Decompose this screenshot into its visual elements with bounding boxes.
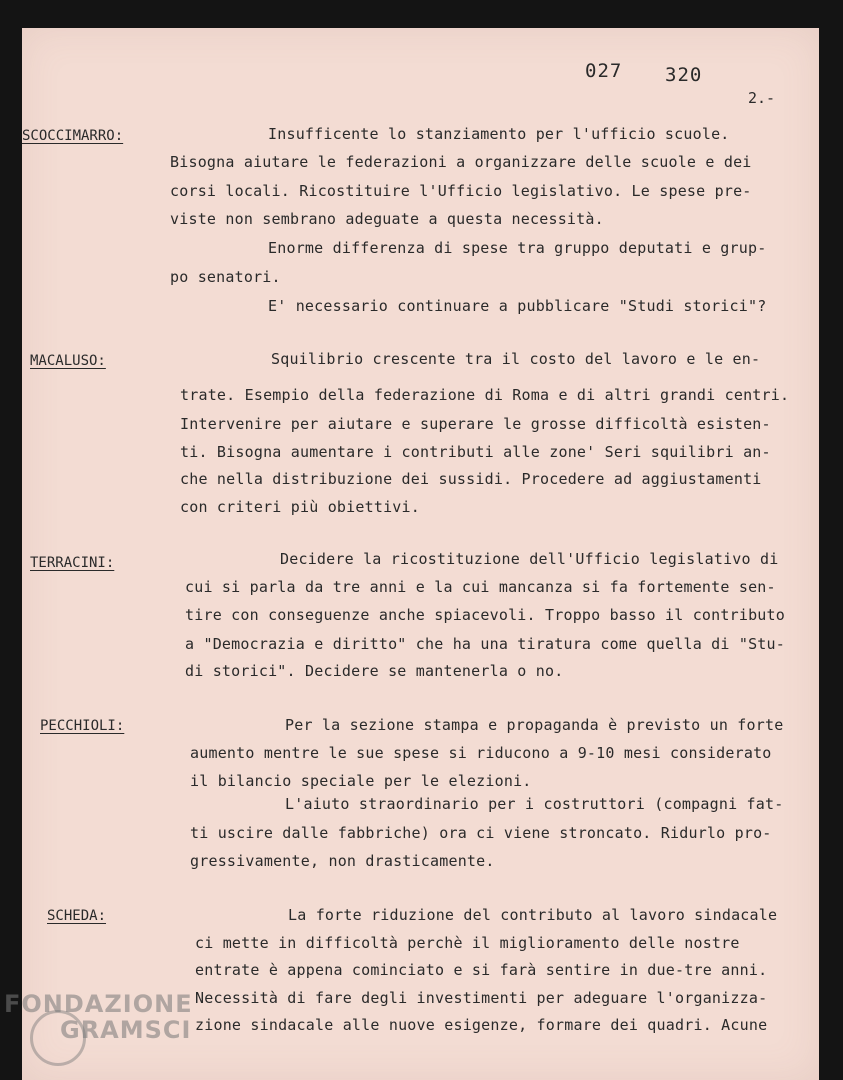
text-line: Decidere la ricostituzione dell'Ufficio legislativo di <box>280 550 779 568</box>
speaker-scoccimarro: SCOCCIMARRO: <box>22 128 124 144</box>
text-line: po senatori. <box>170 268 281 286</box>
text-line: entrate è appena cominciato e si farà sentire in due-tre anni. <box>195 961 768 979</box>
protocol-number-b: 320 <box>665 64 703 86</box>
text-line: aumento mentre le sue spese si riducono a 9-10 mesi considerato <box>190 744 772 762</box>
text-line: Enorme differenza di spese tra gruppo deputati e grup- <box>268 239 767 257</box>
text-line: ti uscire dalle fabbriche) ora ci viene stroncato. Ridurlo pro- <box>190 824 772 842</box>
text-line: Bisogna aiutare le federazioni a organizzare delle scuole e dei <box>170 153 752 171</box>
watermark-line2: GRAMSCI <box>60 1016 192 1044</box>
text-line: Insufficente lo stanziamento per l'ufficio scuole. <box>268 125 730 143</box>
text-line: L'aiuto straordinario per i costruttori (compagni fat- <box>285 795 784 813</box>
text-line: zione sindacale alle nuove esigenze, formare dei quadri. Acune <box>195 1016 768 1034</box>
text-line: Intervenire per aiutare e superare le grosse difficoltà esisten- <box>180 415 771 433</box>
speaker-terracini: TERRACINI: <box>30 555 115 571</box>
text-line: con criteri più obiettivi. <box>180 498 420 516</box>
text-line: che nella distribuzione dei sussidi. Procedere ad aggiustamenti <box>180 470 762 488</box>
speaker-scheda: SCHEDA: <box>47 908 107 924</box>
text-line: gressivamente, non drasticamente. <box>190 852 495 870</box>
watermark-line1: FONDAZIONE <box>4 990 193 1018</box>
text-line: a "Democrazia e diritto" che ha una tiratura come quella di "Stu- <box>185 635 785 653</box>
text-line: E' necessario continuare a pubblicare "Studi storici"? <box>268 297 767 315</box>
text-line: cui si parla da tre anni e la cui mancanza si fa fortemente sen- <box>185 578 776 596</box>
text-line: di storici". Decidere se mantenerla o no. <box>185 662 564 680</box>
text-line: Squilibrio crescente tra il costo del lavoro e le en- <box>271 350 761 368</box>
text-line: corsi locali. Ricostituire l'Ufficio legislativo. Le spese pre- <box>170 182 752 200</box>
text-line: ti. Bisogna aumentare i contributi alle zone' Seri squilibri an- <box>180 443 771 461</box>
text-line: il bilancio speciale per le elezioni. <box>190 772 532 790</box>
page-number: 2.- <box>748 89 776 107</box>
text-line: Necessità di fare degli investimenti per adeguare l'organizza- <box>195 989 768 1007</box>
text-line: tire con conseguenze anche spiacevoli. Troppo basso il contributo <box>185 606 785 624</box>
speaker-macaluso: MACALUSO: <box>30 353 106 369</box>
text-line: Per la sezione stampa e propaganda è previsto un forte <box>285 716 784 734</box>
protocol-number-a: 027 <box>585 60 623 82</box>
text-line: ci mette in difficoltà perchè il miglioramento delle nostre <box>195 934 740 952</box>
text-line: trate. Esempio della federazione di Roma e di altri grandi centri. <box>180 386 790 404</box>
text-line: La forte riduzione del contributo al lavoro sindacale <box>288 906 778 924</box>
speaker-pecchioli: PECCHIOLI: <box>40 718 125 734</box>
text-line: viste non sembrano adeguate a questa necessità. <box>170 210 604 228</box>
